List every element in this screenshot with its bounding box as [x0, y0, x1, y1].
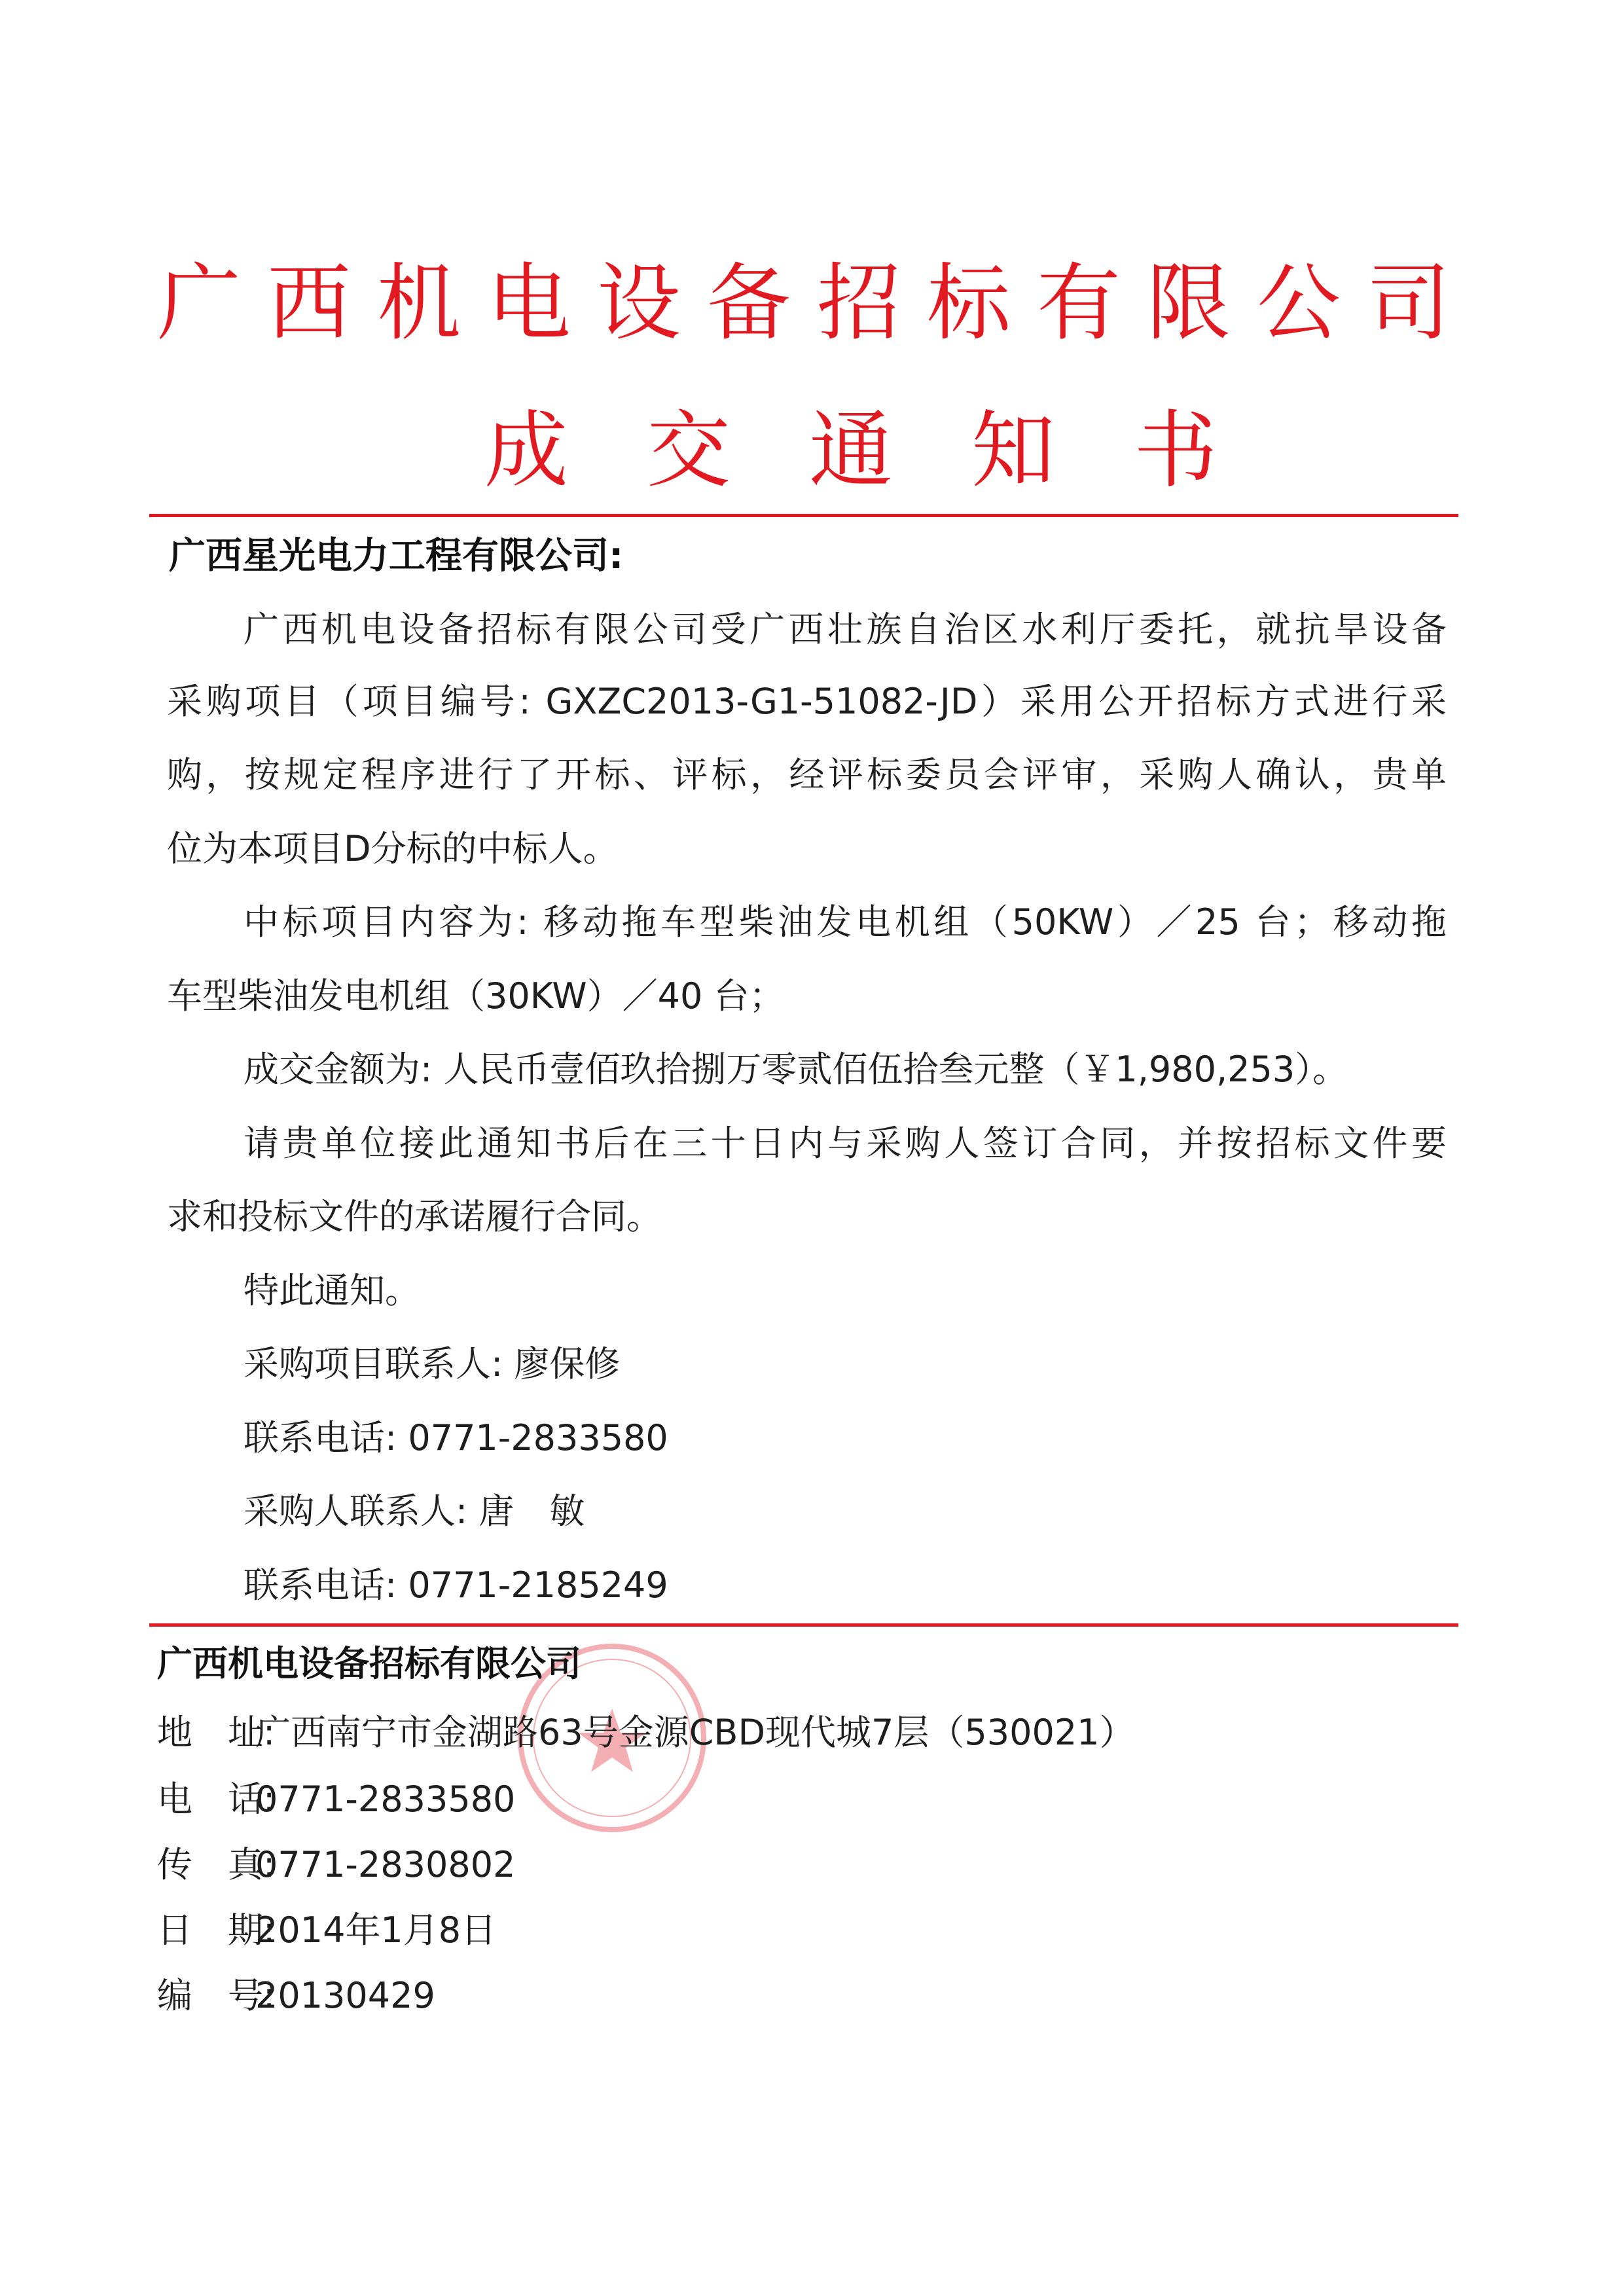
- para2-line1: 中标项目内容为: 移动拖车型柴油发电机组（50KW）／25 台；移动拖: [244, 901, 1447, 943]
- phone-label: 电 话:: [157, 1779, 276, 1820]
- document-title: 成交通知书: [484, 402, 1297, 499]
- number-value: 20130429: [255, 1975, 435, 2016]
- footer-fax-row: [157, 1844, 516, 1885]
- addressee: 广西星光电力工程有限公司:: [169, 535, 624, 577]
- fax-value: 0771-2830802: [255, 1844, 516, 1885]
- footer-divider: [149, 1623, 1458, 1627]
- phone-value: 0771-2833580: [255, 1779, 516, 1820]
- address-label: 地 址:: [157, 1712, 276, 1753]
- buyer-contact-phone: 联系电话: 0771-2185249: [244, 1564, 668, 1606]
- project-contact: 采购项目联系人: 廖保修: [244, 1343, 621, 1384]
- para4-line1: 请贵单位接此通知书后在三十日内与采购人签订合同，并按招标文件要: [244, 1123, 1447, 1164]
- para1-line3: 购，按规定程序进行了开标、评标，经评标委员会评审，采购人确认，贵单: [167, 754, 1447, 795]
- footer-company: 广西机电设备招标有限公司: [157, 1643, 581, 1684]
- notice-text: 特此通知。: [244, 1270, 420, 1311]
- footer-number-row: [157, 1975, 435, 2016]
- para1-line4: 位为本项目D分标的中标人。: [167, 828, 619, 869]
- address-value: 广西南宁市金湖路63号金源CBD现代城7层（530021）: [255, 1712, 1135, 1753]
- header-divider: [149, 514, 1458, 517]
- transaction-amount: 成交金额为: 人民币壹佰玖拾捌万零贰佰伍拾叁元整（￥1,980,253）。: [244, 1049, 1348, 1090]
- para1-line1: 广西机电设备招标有限公司受广西壮族自治区水利厅委托，就抗旱设备: [244, 609, 1447, 650]
- buyer-contact: 采购人联系人: 唐 敏: [244, 1491, 585, 1532]
- footer-address-row: [157, 1712, 1135, 1753]
- date-label: 日 期:: [157, 1909, 276, 1951]
- para4-line2: 求和投标文件的承诺履行合同。: [167, 1196, 662, 1237]
- para2-line2: 车型柴油发电机组（30KW）／40 台；: [167, 975, 785, 1017]
- footer-phone-row: [157, 1779, 516, 1820]
- company-title: 广西机电设备招标有限公司: [157, 255, 1477, 352]
- footer-date-row: [157, 1909, 497, 1951]
- project-contact-phone: 联系电话: 0771-2833580: [244, 1417, 668, 1458]
- para1-line2: 采购项目（项目编号: GXZC2013-G1-51082-JD）采用公开招标方式进行采: [167, 681, 1447, 722]
- number-label: 编 号:: [157, 1975, 276, 2016]
- date-value: 2014年1月8日: [255, 1909, 497, 1951]
- fax-label: 传 真:: [157, 1844, 276, 1885]
